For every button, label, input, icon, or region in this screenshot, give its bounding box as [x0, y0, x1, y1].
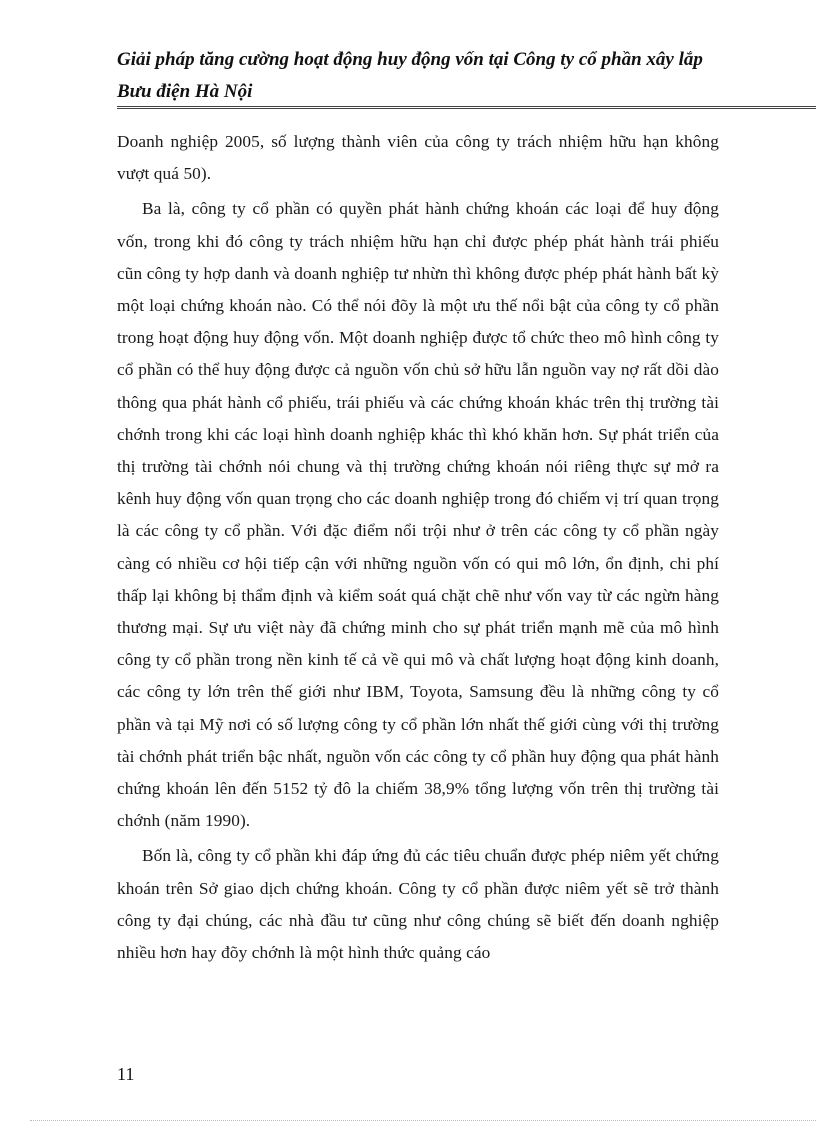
page-number: 11 [117, 1064, 135, 1084]
paragraph-continuation: Doanh nghiệp 2005, số lượng thành viên của công ty trách nhiệm hữu hạn không vượt quá 50). [117, 132, 719, 184]
header-divider [117, 106, 816, 109]
header-title-line-1: Giải pháp tăng cường hoạt động huy động vốn tại Công ty cổ phần xây lắp [117, 49, 703, 70]
paragraph-bon-la: Bốn là, công ty cổ phần khi đáp ứng đủ các tiêu chuẩn được phép niêm yết chứng khoán trên Sở giao dịch chứng khoán. Công ty cổ phần được niêm yết sẽ trở thành công ty đại chúng, các nhà đầu tư cũng như công chúng sẽ biết đến doanh nghiệp nhiều hơn hay đõy chớnh là một hình thức quảng cáo [117, 846, 719, 963]
paragraph-ba-la: Ba là, công ty cổ phần có quyền phát hành chứng khoán các loại để huy động vốn, trong khi đó công ty trách nhiệm hữu hạn chỉ được phép phát hành trái phiếu cũn công ty hợp danh và doanh nghiệp tư nhừn thì không được phép phát hành bất kỳ một loại chứng khoán nào. Có thể nói đõy là một ưu thế nổi bật của công ty cổ phần trong hoạt động huy động vốn. Một doanh nghiệp được tổ chức theo mô hình công ty cổ phần có thể huy động được cả nguồn vốn chủ sở hữu lẫn nguồn vay nợ rất dồi dào thông qua phát hành cổ phiếu, trái phiếu và các chứng khoán khác trên thị trường tài chớnh trong khi các loại hình doanh nghiệp khác thì khó khăn hơn. Sự phát triển của thị trường tài chớnh nói chung và thị trường chứng khoán nói riêng thực sự mở ra kênh huy động vốn quan trọng cho các doanh nghiệp trong đó chiếm vị trí quan trọng là các công ty cổ phần. Với đặc điểm nổi trội như ở trên các công ty cổ phần ngày càng có nhiều cơ hội tiếp cận với những nguồn vốn có qui mô lớn, ổn định, chi phí thấp lại không bị thẩm định và kiểm soát quá chặt chẽ như vốn vay từ các ngừn hàng thương mại. Sự ưu việt này đã chứng minh cho sự phát triển mạnh mẽ của mô hình công ty cổ phần trong nền kinh tế cả về qui mô và chất lượng hoạt động kinh doanh, các công ty lớn trên thế giới như IBM, Toyota, Samsung đều là những công ty cổ phần và tại Mỹ nơi có số lượng công ty cổ phần lớn nhất thế giới cùng với thị trường tài chớnh phát triển bậc nhất, nguồn vốn các công ty cổ phần huy động qua phát hành chứng khoán lên đến 5152 tỷ đô la chiếm 38,9% tổng lượng vốn trên thị trường tài chớnh (năm 1990). [117, 199, 719, 831]
body-text [117, 126, 719, 969]
header-title-line-2: Bưu điện Hà Nội [117, 81, 253, 102]
footer-divider [30, 1120, 816, 1121]
page-header [117, 44, 737, 108]
